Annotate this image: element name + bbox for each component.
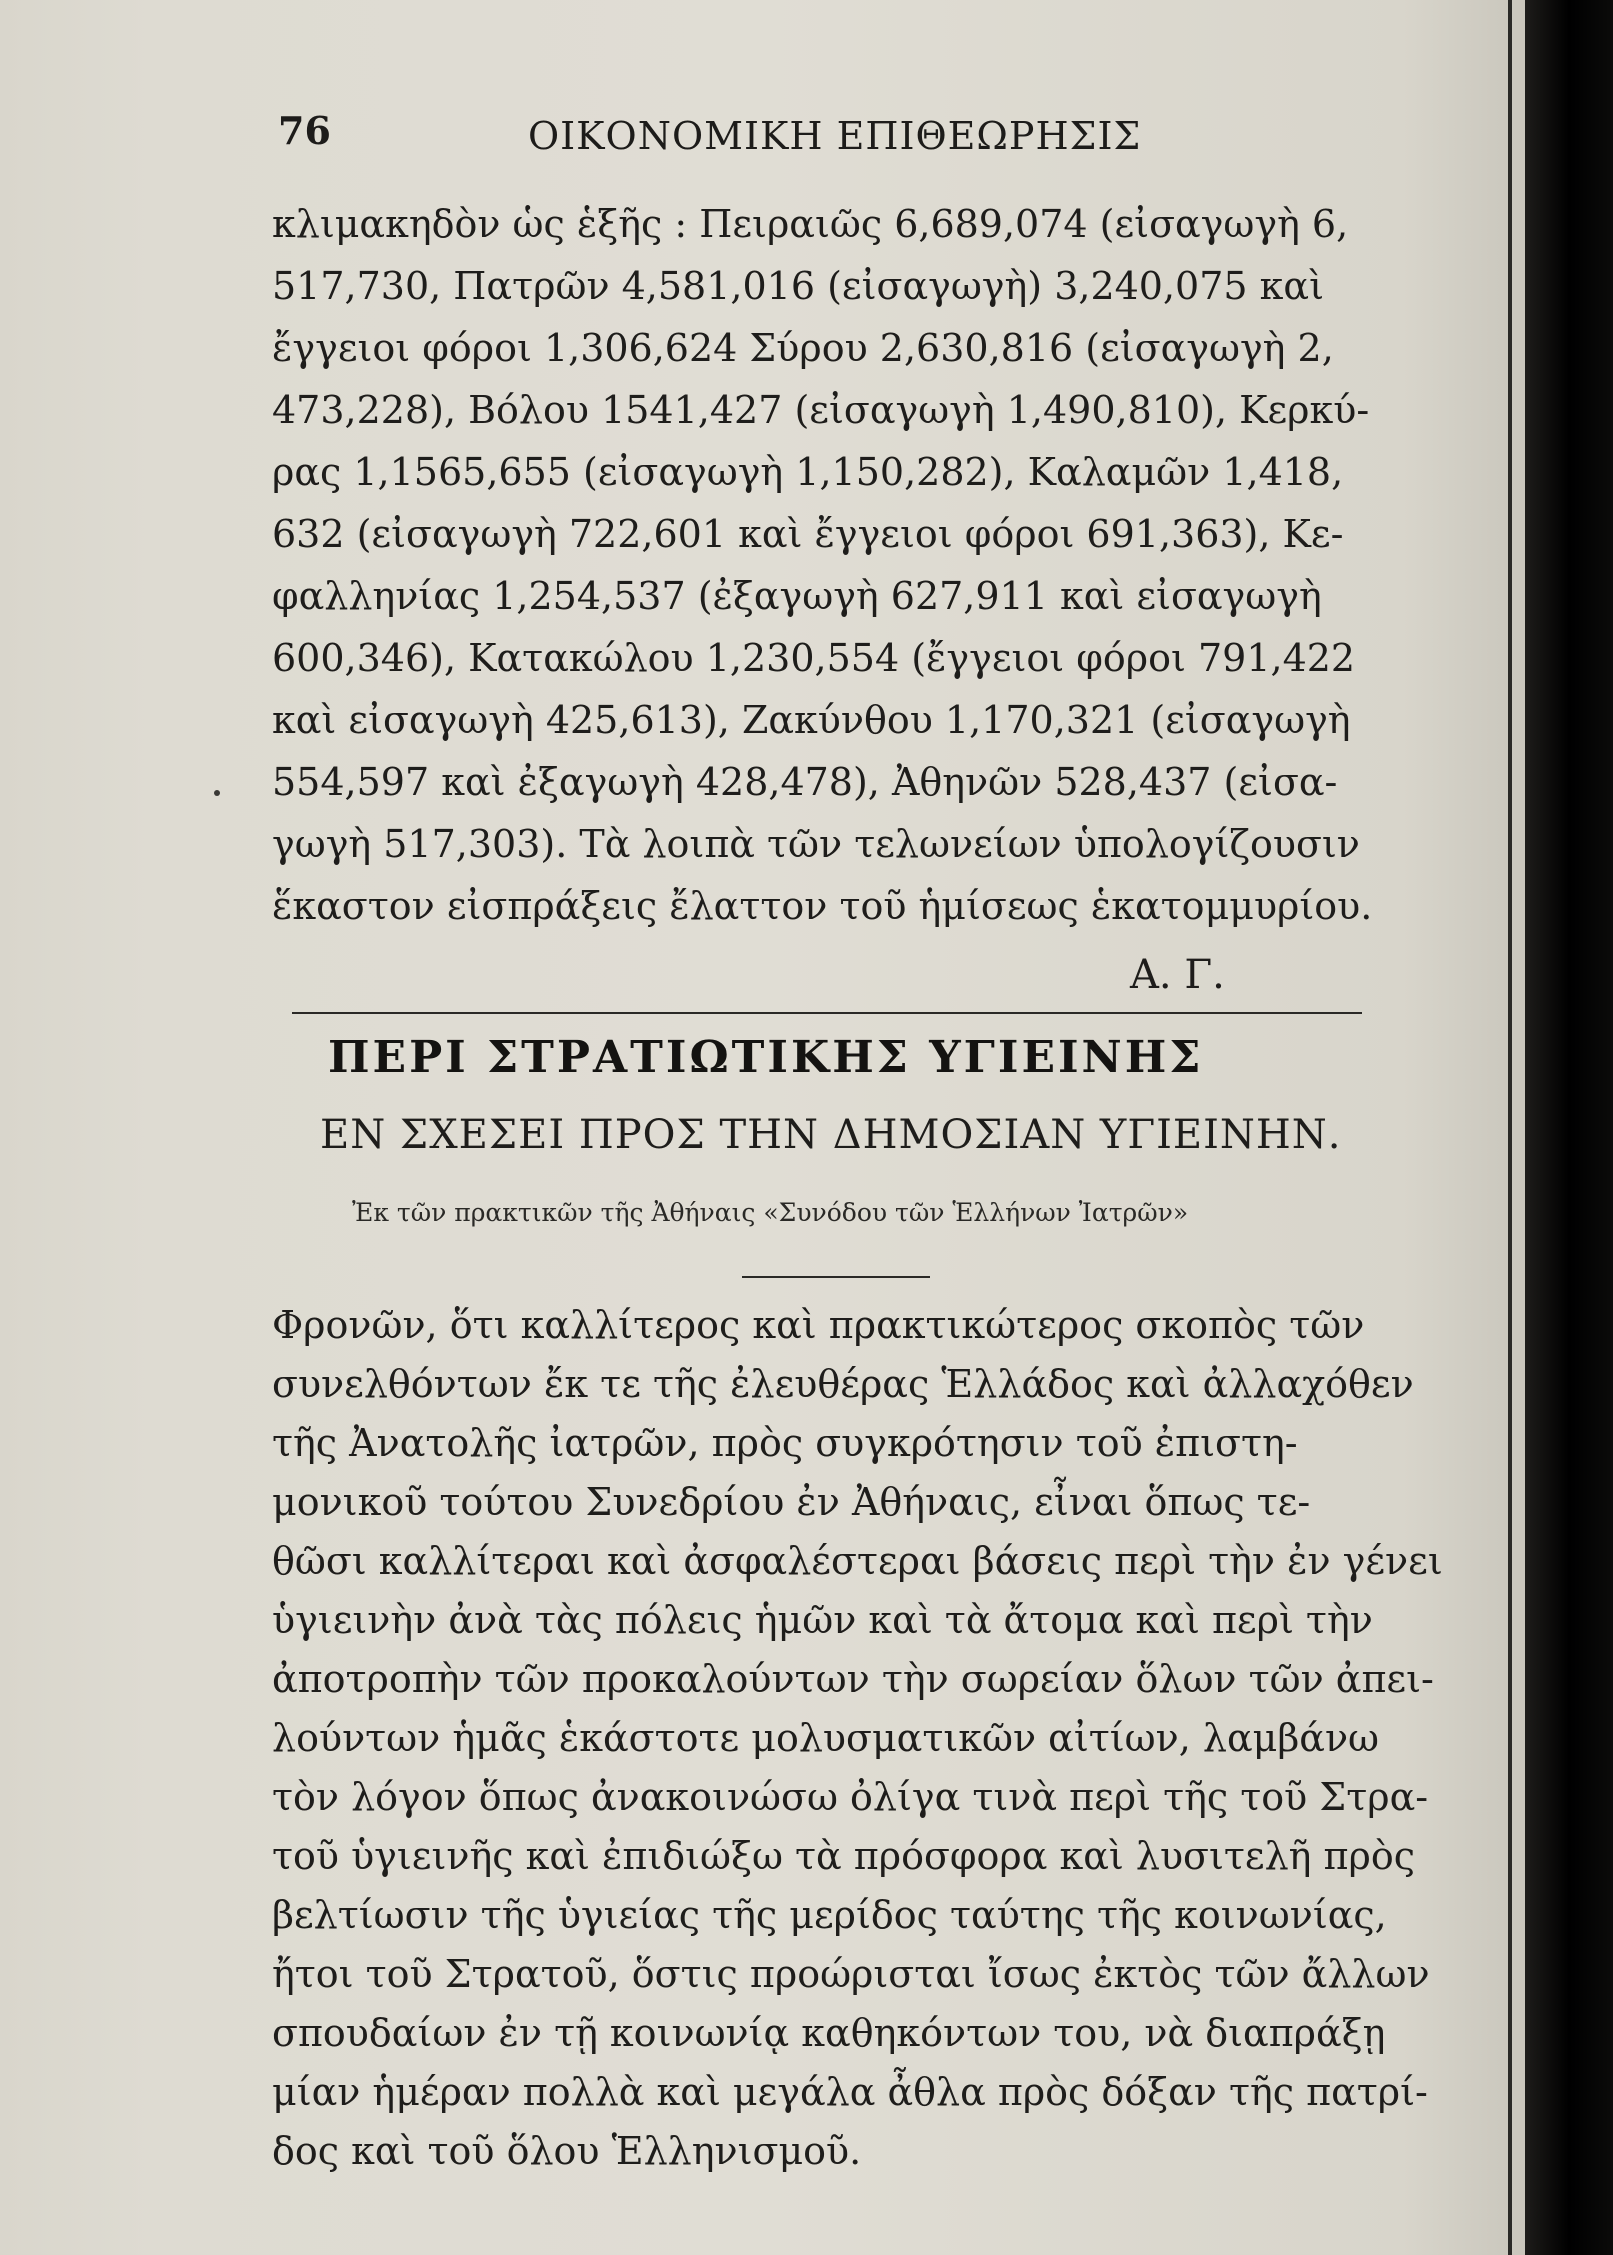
- paragraph-line: λούντων ἡμᾶς ἑκάστοτε μολυσματικῶν αἰτίων, λαμβάνω: [272, 1716, 1380, 1760]
- paragraph-line: 632 (εἰσαγωγὴ 722,601 καὶ ἔγγειοι φόροι 691,363), Κε-: [272, 512, 1344, 556]
- paragraph-line: τὸν λόγον ὅπως ἀνακοινώσω ὀλίγα τινὰ περὶ τῆς τοῦ Στρα-: [272, 1775, 1429, 1819]
- paragraph-line: 473,228), Βόλου 1541,427 (εἰσαγωγὴ 1,490,810), Κερκύ-: [272, 388, 1370, 432]
- paragraph-line: θῶσι καλλίτεραι καὶ ἀσφαλέστεραι βάσεις περὶ τὴν ἐν γένει: [272, 1539, 1443, 1583]
- paragraph-line: ρας 1,1565,655 (εἰσαγωγὴ 1,150,282), Καλαμῶν 1,418,: [272, 450, 1344, 494]
- paragraph-line: ἀποτροπὴν τῶν προκαλούντων τὴν σωρείαν ὅλων τῶν ἀπει-: [272, 1657, 1434, 1701]
- paragraph-line: ἕκαστον εἰσπράξεις ἔλαττον τοῦ ἡμίσεως ἑκατομμυρίου.: [272, 884, 1373, 928]
- running-head: [278, 108, 1278, 158]
- paragraph-line: δος καὶ τοῦ ὅλου Ἑλληνισμοῦ.: [272, 2129, 862, 2173]
- paragraph-line: ὑγιεινὴν ἀνὰ τὰς πόλεις ἡμῶν καὶ τὰ ἄτομα καὶ περὶ τὴν: [272, 1598, 1373, 1642]
- paragraph-line: 517,730, Πατρῶν 4,581,016 (εἰσαγωγὴ) 3,240,075 καὶ: [272, 264, 1324, 308]
- paragraph-line: σπουδαίων ἐν τῇ κοινωνίᾳ καθηκόντων του, νὰ διαπράξῃ: [272, 2011, 1386, 2055]
- source-note: Ἐκ τῶν πρακτικῶν τῆς Ἀθήναις «Συνόδου τῶν Ἑλλήνων Ἰατρῶν»: [352, 1198, 1189, 1227]
- paragraph-line: μίαν ἡμέραν πολλὰ καὶ μεγάλα ἆθλα πρὸς δόξαν τῆς πατρί-: [272, 2070, 1428, 2114]
- paragraph-line: 554,597 καὶ ἐξαγωγὴ 428,478), Ἀθηνῶν 528,437 (εἰσα-: [272, 760, 1338, 804]
- paragraph-line: συνελθόντων ἔκ τε τῆς ἐλευθέρας Ἑλλάδος καὶ ἀλλαχόθεν: [272, 1362, 1414, 1406]
- section-divider: [292, 1012, 1362, 1014]
- article-heading: ΠΕΡΙ ΣΤΡΑΤΙΩΤΙΚΗΣ ΥΓΙΕΙΝΗΣ: [328, 1032, 1204, 1083]
- journal-title: ΟΙΚΟΝΟΜΙΚΗ ΕΠΙΘΕΩΡΗΣΙΣ: [528, 114, 1142, 158]
- paragraph-line: τοῦ ὑγιεινῆς καὶ ἐπιδιώξω τὰ πρόσφορα καὶ λυσιτελῆ πρὸς: [272, 1834, 1416, 1878]
- paragraph-line: βελτίωσιν τῆς ὑγιείας τῆς μερίδος ταύτης τῆς κοινωνίας,: [272, 1893, 1387, 1937]
- paragraph-line: καὶ εἰσαγωγὴ 425,613), Ζακύνθου 1,170,321 (εἰσαγωγὴ: [272, 698, 1351, 742]
- short-divider: [742, 1276, 930, 1278]
- paragraph-line: κλιμακηδὸν ὡς ἑξῆς : Πειραιῶς 6,689,074 (εἰσαγωγὴ 6,: [272, 202, 1349, 246]
- page-edge-shadow: [1508, 0, 1512, 2255]
- paragraph-line: 600,346), Κατακώλου 1,230,554 (ἔγγειοι φόροι 791,422: [272, 636, 1356, 680]
- page-number: 76: [278, 108, 331, 153]
- paragraph-line: ἤτοι τοῦ Στρατοῦ, ὅστις προώρισται ἴσως ἐκτὸς τῶν ἄλλων: [272, 1952, 1430, 1996]
- paragraph-line: τῆς Ἀνατολῆς ἰατρῶν, πρὸς συγκρότησιν τοῦ ἐπιστη-: [272, 1421, 1298, 1465]
- book-gutter: [1525, 0, 1613, 2255]
- paragraph-line: Φρονῶν, ὅτι καλλίτερος καὶ πρακτικώτερος σκοπὸς τῶν: [272, 1303, 1365, 1347]
- margin-mark: [214, 790, 220, 796]
- paragraph-line: ἔγγειοι φόροι 1,306,624 Σύρου 2,630,816 (εἰσαγωγὴ 2,: [272, 326, 1334, 370]
- author-initials: Α. Γ.: [1130, 952, 1225, 998]
- article-subheading: ΕΝ ΣΧΕΣΕΙ ΠΡΟΣ ΤΗΝ ΔΗΜΟΣΙΑΝ ΥΓΙΕΙΝΗΝ.: [320, 1112, 1342, 1158]
- paragraph-line: γωγὴ 517,303). Τὰ λοιπὰ τῶν τελωνείων ὑπολογίζουσιν: [272, 822, 1360, 866]
- paragraph-line: μονικοῦ τούτου Συνεδρίου ἐν Ἀθήναις, εἶναι ὅπως τε-: [272, 1480, 1311, 1524]
- paragraph-line: φαλληνίας 1,254,537 (ἐξαγωγὴ 627,911 καὶ εἰσαγωγὴ: [272, 574, 1322, 618]
